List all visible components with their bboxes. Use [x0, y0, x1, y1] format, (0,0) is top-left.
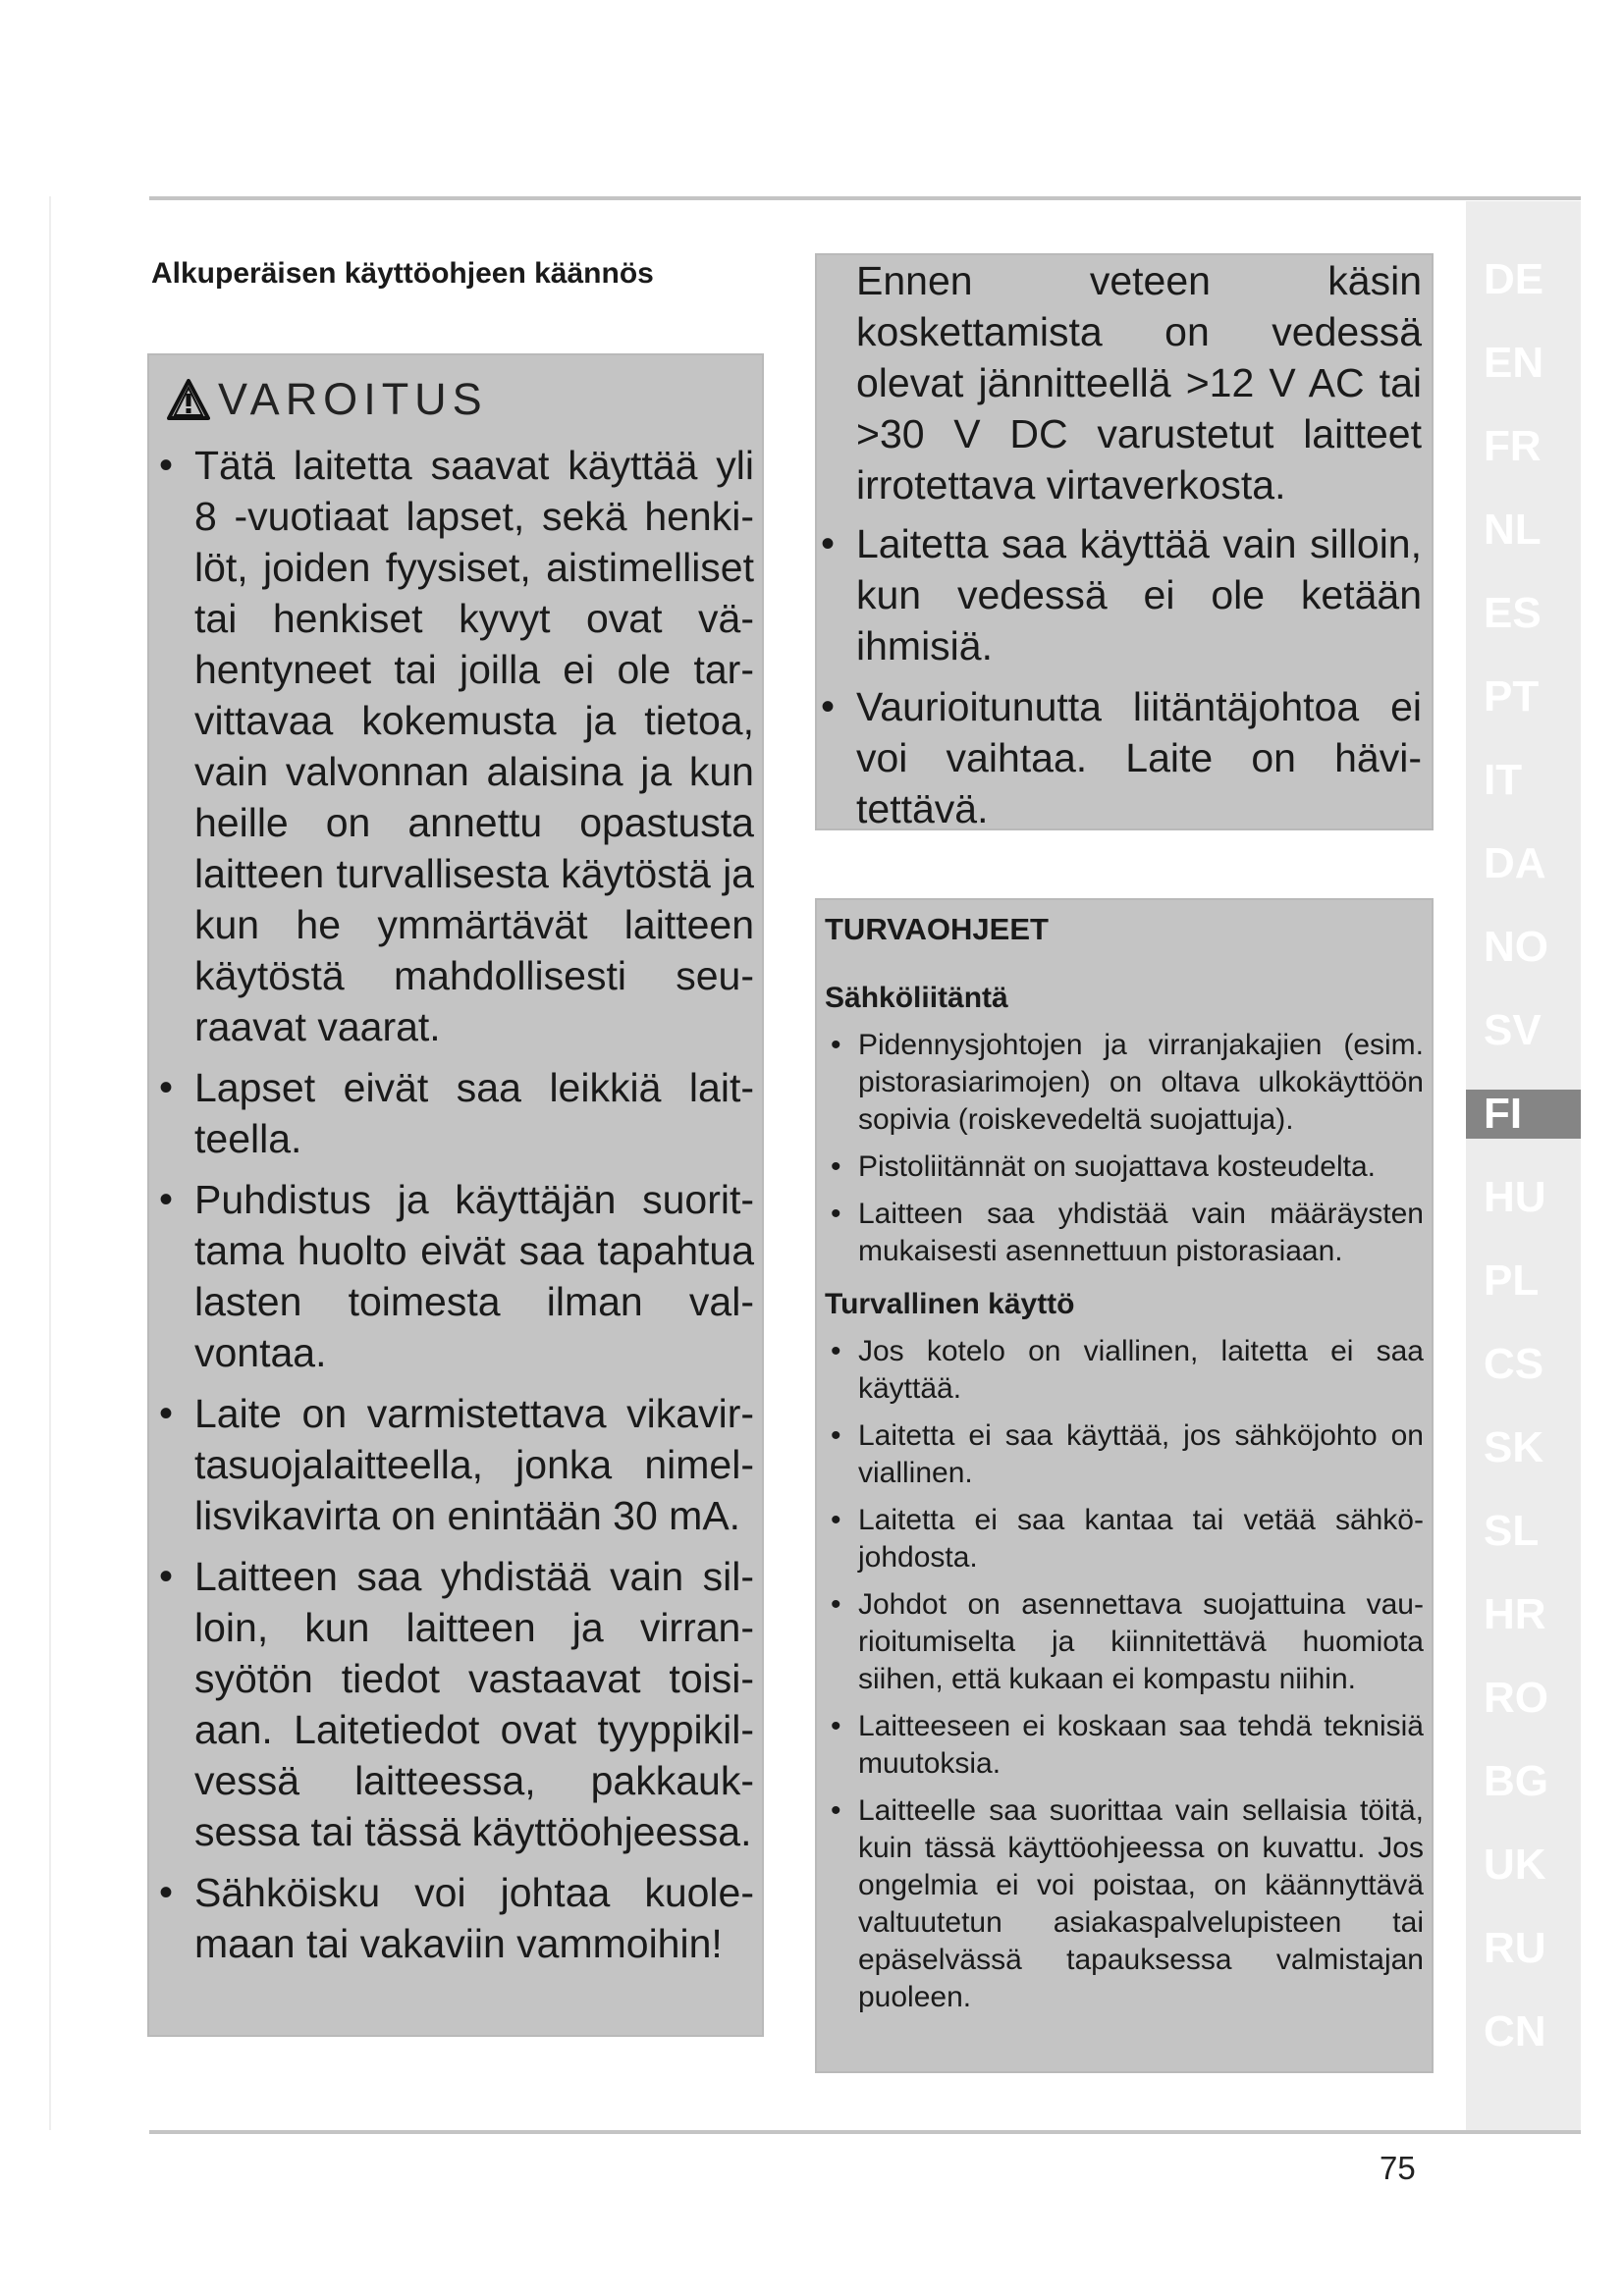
warning-box — [147, 353, 764, 2037]
page-number: 75 — [1380, 2150, 1416, 2186]
safety-item: • Pidennysjohtojen ja virranjakajien (esim. pistorasiarimojen) on oltava ulkokäyttöön sopivia (roiskevedeltä suojattuja). — [825, 1027, 1424, 1139]
language-tab-de[interactable]: DE — [1484, 255, 1544, 303]
language-tab-pl[interactable]: PL — [1484, 1256, 1540, 1305]
safety-item: • Jos kotelo on viallinen, laitetta ei saa käyttää. — [825, 1333, 1424, 1408]
safe-use-list — [825, 1333, 1424, 2016]
document-title: Alkuperäisen käyttöohjeen käännös — [151, 257, 654, 290]
safety-item: • Laitetta ei saa kantaa tai vetää sähköjohdosta. — [825, 1502, 1424, 1576]
language-tab-bg[interactable]: BG — [1484, 1757, 1548, 1805]
safety-title: TURVAOHJEET — [825, 912, 1049, 946]
bottom-rule — [149, 2130, 1581, 2134]
language-tab-no[interactable]: NO — [1484, 923, 1548, 971]
safety-item: • Laitetta ei saa käyttää, jos sähköjohto on viallinen. — [825, 1417, 1424, 1492]
language-sidebar — [1466, 201, 1581, 2130]
warning-continuation-box — [815, 253, 1434, 830]
language-tab-pt[interactable]: PT — [1484, 672, 1540, 721]
section-heading-safe-use: Turvallinen käyttö — [825, 1288, 1075, 1320]
safety-item: • Laitteeseen ei koskaan saa tehdä teknisiä muutoksia. — [825, 1708, 1424, 1783]
language-tab-sk[interactable]: SK — [1484, 1423, 1544, 1471]
language-tab-it[interactable]: IT — [1484, 756, 1523, 804]
language-tab-sv[interactable]: SV — [1484, 1006, 1542, 1054]
warning-item: • Puhdistus ja käyttäjän suorittama huolto eivät saa tapahtua lasten toimesta ilman valvontaa. — [157, 1174, 754, 1378]
warning-title: VAROITUS — [218, 374, 488, 424]
language-tab-sl[interactable]: SL — [1484, 1507, 1540, 1555]
continuation-item: • Laitetta saa käyttää vain silloin, kun vedessä ei ole ketään ihmisiä. — [819, 518, 1422, 671]
warning-list — [157, 440, 754, 1969]
language-tab-es[interactable]: ES — [1484, 589, 1542, 637]
warning-triangle-icon — [167, 379, 210, 420]
continuation-item: • Vaurioitunutta liitäntäjohtoa ei voi vaihtaa. Laite on hävitettävä. — [819, 681, 1422, 834]
warning-item: • Sähköisku voi johtaa kuolemaan tai vakaviin vammoihin! — [157, 1867, 754, 1969]
language-tab-ro[interactable]: RO — [1484, 1674, 1548, 1722]
safety-item: • Pistoliitännät on suojattava kosteudelta. — [825, 1148, 1424, 1186]
language-tab-da[interactable]: DA — [1484, 839, 1546, 887]
language-tab-en[interactable]: EN — [1484, 339, 1544, 387]
language-tab-cn[interactable]: CN — [1484, 2007, 1546, 2056]
safety-instructions-box — [815, 898, 1434, 2073]
warning-heading — [167, 365, 754, 434]
warning-item: • Lapset eivät saa leikkiä laitteella. — [157, 1062, 754, 1164]
warning-item: • Tätä laitetta saavat käyttää yli 8 -vuotiaat lapset, sekä henkilöt, joiden fyysiset, aistimelliset tai henkiset kyvyt ovat vähentyneet tai joilla ei ole tarvittavaa kokemusta ja tietoa, vain valvonnan alaisina ja kun heille on annettu opastusta laitteen turvallisesta käytöstä ja kun he ymmärtävät laitteen käytöstä mahdollisesti seuraavat vaarat. — [157, 440, 754, 1052]
continuation-list — [856, 518, 1422, 834]
left-margin-rule — [49, 196, 51, 2130]
safety-item: • Laitteen saa yhdistää vain määräysten mukaisesti asennettuun pistorasiaan. — [825, 1196, 1424, 1270]
warning-item: • Laitteen saa yhdistää vain silloin, kun laitteen ja virransyötön tiedot vastaavat toisiaan. Laitetiedot ovat tyyppikilvessä laitteessa, pakkauksessa tai tässä käyttöohjeessa. — [157, 1551, 754, 1857]
language-tab-fr[interactable]: FR — [1484, 422, 1542, 470]
safety-item: • Johdot on asennettava suojattuina vaurioitumiselta ja kiinnitettävä huomiota siihen, että kukaan ei kompastu niihin. — [825, 1586, 1424, 1698]
safety-item: • Laitteelle saa suorittaa vain sellaisia töitä, kuin tässä käyttöohjeessa on kuvattu. Jos ongelmia ei voi poistaa, on käännyttävä valtuutetun asiakaspalvelupisteen tai epäselvässä tapauksessa valmistajan puoleen. — [825, 1792, 1424, 2016]
language-tab-hu[interactable]: HU — [1484, 1173, 1546, 1221]
electrical-list — [825, 1027, 1424, 1270]
language-tab-fi[interactable]: FI — [1466, 1090, 1581, 1139]
language-tab-ru[interactable]: RU — [1484, 1924, 1546, 1972]
language-tab-uk[interactable]: UK — [1484, 1841, 1546, 1889]
top-rule — [149, 196, 1581, 200]
section-heading-electrical: Sähköliitäntä — [825, 982, 1008, 1014]
continuation-text: Ennen veteen käsin koskettamista on vedessä olevat jännitteellä >12 V AC tai >30 V DC varustetut laitteet irrotettava virtaverkosta. — [856, 258, 1422, 507]
language-list — [1466, 255, 1581, 2091]
warning-item: • Laite on varmistettava vikavirtasuojalaitteella, jonka nimellisvikavirta on enintään 30 mA. — [157, 1388, 754, 1541]
language-tab-hr[interactable]: HR — [1484, 1590, 1546, 1638]
language-tab-nl[interactable]: NL — [1484, 506, 1542, 554]
language-tab-cs[interactable]: CS — [1484, 1340, 1544, 1388]
